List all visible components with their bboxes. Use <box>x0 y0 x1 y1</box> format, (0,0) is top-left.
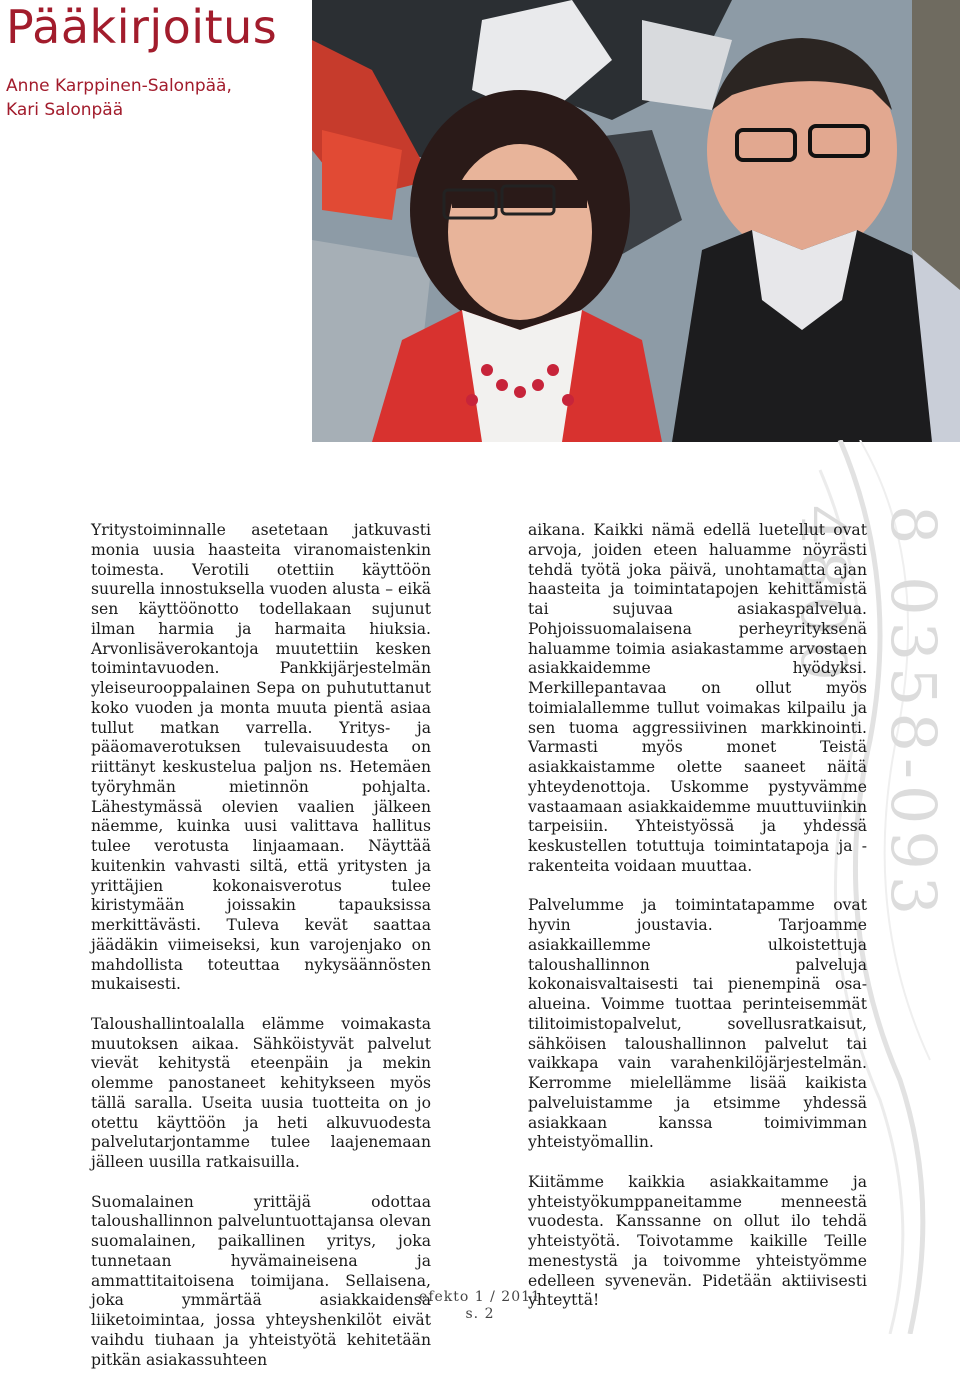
article-paragraph: Suomalainen yrittäjä odottaa taloushallinnon palveluntuottajansa olevan suomalainen, paikallinen yritys, joka tunnetaan hyvämaineisena ja ammattitaitoisena toimijana. Sellaisena, joka ymmärtää asiakkaidensa liiketoimintaa, jossa yhteyshenkilöt eivät vaihdu tiuhaan ja yhteistyötä kehitetään pitkän asiakassuhteen <box>91 1192 431 1369</box>
decorative-number: 8 0358-093 4800 <box>787 505 950 922</box>
author-name: Kari Salonpää <box>6 100 124 120</box>
article-paragraph: Palvelumme ja toimintatapamme ovat hyvin joustavia. Tarjoamme asiakkaillemme ulkoistettuja taloushallinnon palveluja kokonaisvaltaisesti tai pienempinä osa-alueina. Voimme tuottaa perinteisemmät tilitoimistopalvelut, sovellusratkaisut, sähköisen taloushallinnon palvelut tai vaikkapa vain varahenkilöjärjestelmän. Kerromme mielellämme lisää kaikista palveluistamme ja etsimme yhdessä asiakkaan kanssa toimivimman yhteistyömallin. <box>528 896 867 1152</box>
author-name: Anne Karppinen-Salonpää, <box>6 76 232 96</box>
magazine-issue: efekto 1 / 2011 <box>419 1289 541 1305</box>
author-photo <box>312 0 960 442</box>
article-paragraph: Taloushallintoalalla elämme voimakasta muutoksen aikaa. Sähköistyvät palvelut vievät kehitystä eteenpäin ja mekin olemme panostaneet kehitykseen myös tällä saralla. Useita uusia tuotteita on jo otettu käyttöön ja heti alkuvuodesta palvelutarjontamme tulee laajenemaan jälleen uusilla ratkaisuilla. <box>91 1014 431 1171</box>
page-footer <box>0 1289 960 1323</box>
article-paragraph: Kiitämme kaikkia asiakkaitamme ja yhteistyökumppaneitamme menneestä vuodesta. Kanssanne on ollut ilo tehdä yhteistyötä. Toivotamme kaikille Teille menestystä ja toivomme yhteistyömme edelleen syvenevän. Pidetään aktiivisesti yhteyttä! <box>528 1172 867 1310</box>
article-paragraph: Yritystoiminnalle asetetaan jatkuvasti monia uusia haasteita viranomaistenkin toimesta. Verotili otettiin käyttöön suurella innostuksella vuoden alusta – eikä sen käyttöönotto todellakaan sujunut ilman harmia ja harmaita hiuksia. Arvonlisäverokantoja muutettiin kesken toimintavuoden. Pankkijärjestelmän yleiseurooppalainen Sepa on puhututtanut koko vuoden ja monta muuta pientä asiaa tullut matkan varrella. Yritys- ja pääomaverotuksen tulevaisuudesta on riittänyt keskustelua paljon ns. Hetemäen työryhmän mietinnön pohjalta. Lähestymässä olevien vaalien jälkeen näemme, kuinka uusi valittava hallitus tulee verotusta linjaamaan. Näyttää kuitenkin vahvasti siltä, että yritysten ja yrittäjien kokonaisverotus tulee kiristymään joissakin tapauksissa merkittävästi. Tuleva kevät saattaa jäädäkin viimeiseksi, kun varojenjako on mahdollista toteuttaa nykysäännösten mukaisesti. <box>91 521 431 994</box>
article-right-column <box>528 521 867 1331</box>
article-paragraph: aikana. Kaikki nämä edellä luetellut ovat arvoja, joiden eteen haluamme nöyrästi tehdä työtä joka päivä, unohtamatta ajan haasteita ja toimintatapojen kehittämistä tai sujuvaa asiakaspalvelua. Pohjoissuomalaisena perheyrityksenä haluamme toimia asiakastamme arvostaen asiakkaidemme hyödyksi. Merkillepantavaa on ollut myös toimialallemme tullut voimakas kilpailu ja sen tuoma aggressiivinen markkinointi. Varmasti myös monet Teistä asiakkaistamme olette saaneet näitä yhteydenottoja. Uskomme pystyvämme vastaamaan asiakkaidemme muuttuviinkin tarpeisiin. Yhteistyössä ja yhdessä keskustellen totuttuja toimintatapoja ja -rakenteita voidaan muuttaa. <box>528 521 867 875</box>
author-list <box>6 74 232 122</box>
page-number: s. 2 <box>465 1306 495 1322</box>
page-title: Pääkirjoitus <box>6 0 278 54</box>
article-left-column <box>91 521 431 1390</box>
